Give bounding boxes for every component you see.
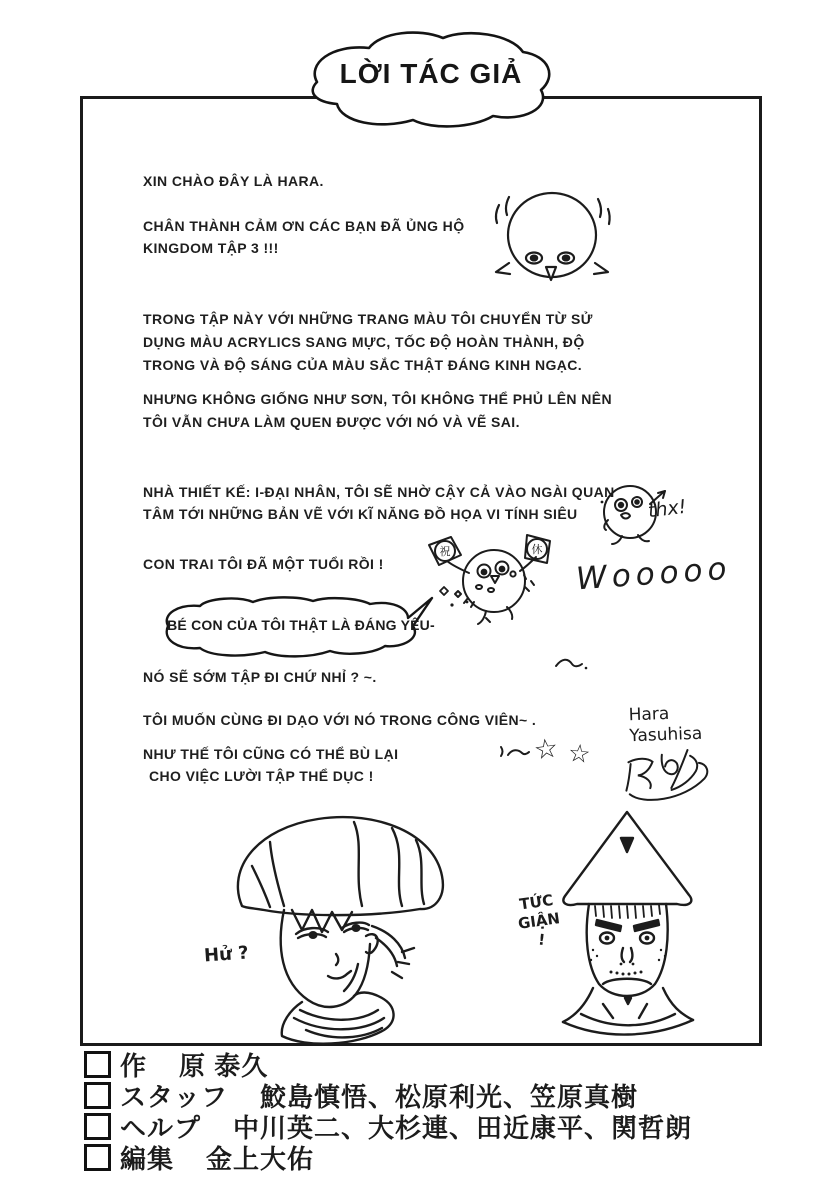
credit-role: スタッフ bbox=[120, 1082, 229, 1112]
thx-label: thx! bbox=[646, 495, 688, 523]
credit-role: ヘルプ bbox=[120, 1113, 202, 1143]
son-speech-bubble-text: BÉ CON CỦA TÔI THẬT LÀ ĐÁNG YÊU- bbox=[167, 617, 435, 633]
credit-names: 原 泰久 bbox=[179, 1051, 269, 1081]
note-line-ink-2: DỤNG MÀU ACRYLICS SANG MỰC, TỐC ĐỘ HOÀN THÀNH, ĐỘ bbox=[143, 334, 585, 350]
author-name-line-2: Yasuhisa bbox=[629, 723, 703, 747]
note-line-exercise-1: NHƯ THẾ TÔI CŨNG CÓ THỂ BÙ LẠI bbox=[143, 746, 399, 762]
note-line-ink-1: TRONG TẬP NÀY VỚI NHỮNG TRANG MÀU TÔI CHUYỂN TỪ SỬ bbox=[143, 311, 593, 327]
flag-chick-drawing bbox=[424, 531, 561, 631]
note-line-walk-2: TÔI MUỐN CÙNG ĐI DẠO VỚI NÓ TRONG CÔNG VIÊN~ . bbox=[143, 712, 537, 728]
page-title: LỜI TÁC GIẢ bbox=[339, 58, 523, 89]
angry-man-drawing bbox=[543, 808, 711, 1046]
checkbox-square-icon bbox=[84, 1051, 111, 1078]
woo-label: Wooooo bbox=[574, 550, 733, 598]
checkbox-square-icon bbox=[84, 1113, 111, 1140]
credit-names: 中川英二、大杉連、田近康平、関哲朗 bbox=[233, 1113, 693, 1143]
angry-label bbox=[514, 890, 564, 952]
checkbox-square-icon bbox=[84, 1144, 111, 1171]
note-line-ink-5: TÔI VẪN CHƯA LÀM QUEN ĐƯỢC VỚI NÓ VÀ VẼ SAI. bbox=[143, 414, 520, 430]
squiggle-mark-2 bbox=[497, 742, 533, 762]
sparkle-marks bbox=[436, 583, 460, 611]
checkbox-square-icon bbox=[84, 1082, 111, 1109]
credit-row-editor bbox=[84, 1142, 784, 1173]
signature-scribble bbox=[615, 741, 724, 810]
note-line-designer-2: TÂM TỚI NHỮNG BẢN VẼ VỚI KĨ NĂNG ĐỒ HỌA VI TÍNH SIÊU bbox=[143, 506, 578, 522]
credits-block bbox=[84, 1049, 784, 1173]
note-line-greeting: XIN CHÀO ĐÂY LÀ HARA. bbox=[143, 173, 324, 189]
bowing-chick-drawing bbox=[486, 183, 618, 287]
flag-left-char: 祝 bbox=[439, 546, 451, 558]
credit-names: 金上大佑 bbox=[206, 1144, 315, 1174]
note-line-thanks-1: CHÂN THÀNH CẢM ƠN CÁC BẠN ĐÃ ỦNG HỘ bbox=[143, 218, 465, 234]
credit-role: 作 bbox=[120, 1051, 148, 1081]
star-icon: ☆ bbox=[566, 738, 592, 770]
credit-row-help bbox=[84, 1111, 784, 1142]
credit-row-staff bbox=[84, 1080, 784, 1111]
squiggle-mark-1 bbox=[553, 655, 589, 673]
flag-right-char: 休 bbox=[531, 544, 543, 556]
credit-row-author bbox=[84, 1049, 784, 1080]
angry-label-exclaim: ! bbox=[537, 930, 547, 950]
note-line-walk-1: NÓ SẼ SỚM TẬP ĐI CHỨ NHỈ ? ~. bbox=[143, 669, 377, 685]
angry-label-line-1: TỨC bbox=[518, 890, 555, 914]
note-line-son: CON TRAI TÔI ĐÃ MỘT TUỔI RỒI ! bbox=[143, 556, 384, 572]
note-line-ink-4: NHƯNG KHÔNG GIỐNG NHƯ SƠN, TÔI KHÔNG THỂ PHỦ LÊN NÊN bbox=[143, 391, 612, 407]
star-icon: ☆ bbox=[531, 732, 561, 766]
note-line-thanks-2: KINGDOM TẬP 3 !!! bbox=[143, 240, 279, 256]
note-line-exercise-2: CHO VIỆC LƯỜI TẬP THỂ DỤC ! bbox=[149, 768, 374, 784]
hu-label: Hử ? bbox=[203, 942, 250, 967]
credit-role: 編集 bbox=[120, 1144, 175, 1174]
hat-character-drawing bbox=[206, 806, 468, 1046]
author-name-line-1: Hara bbox=[628, 703, 670, 726]
author-name-handwritten bbox=[628, 703, 702, 748]
angry-label-line-2: GIẬN bbox=[516, 909, 562, 933]
note-line-designer-1: NHÀ THIẾT KẾ: I-ĐẠI NHÂN, TÔI SẼ NHỜ CẬY CẢ VÀO NGÀI QUAN bbox=[143, 484, 615, 500]
credit-names: 鮫島慎悟、松原利光、笠原真樹 bbox=[260, 1082, 639, 1112]
note-line-ink-3: TRONG VÀ ĐỘ SÁNG CỦA MÀU SẮC THẬT ĐÁNG KINH NGẠC. bbox=[143, 357, 583, 373]
